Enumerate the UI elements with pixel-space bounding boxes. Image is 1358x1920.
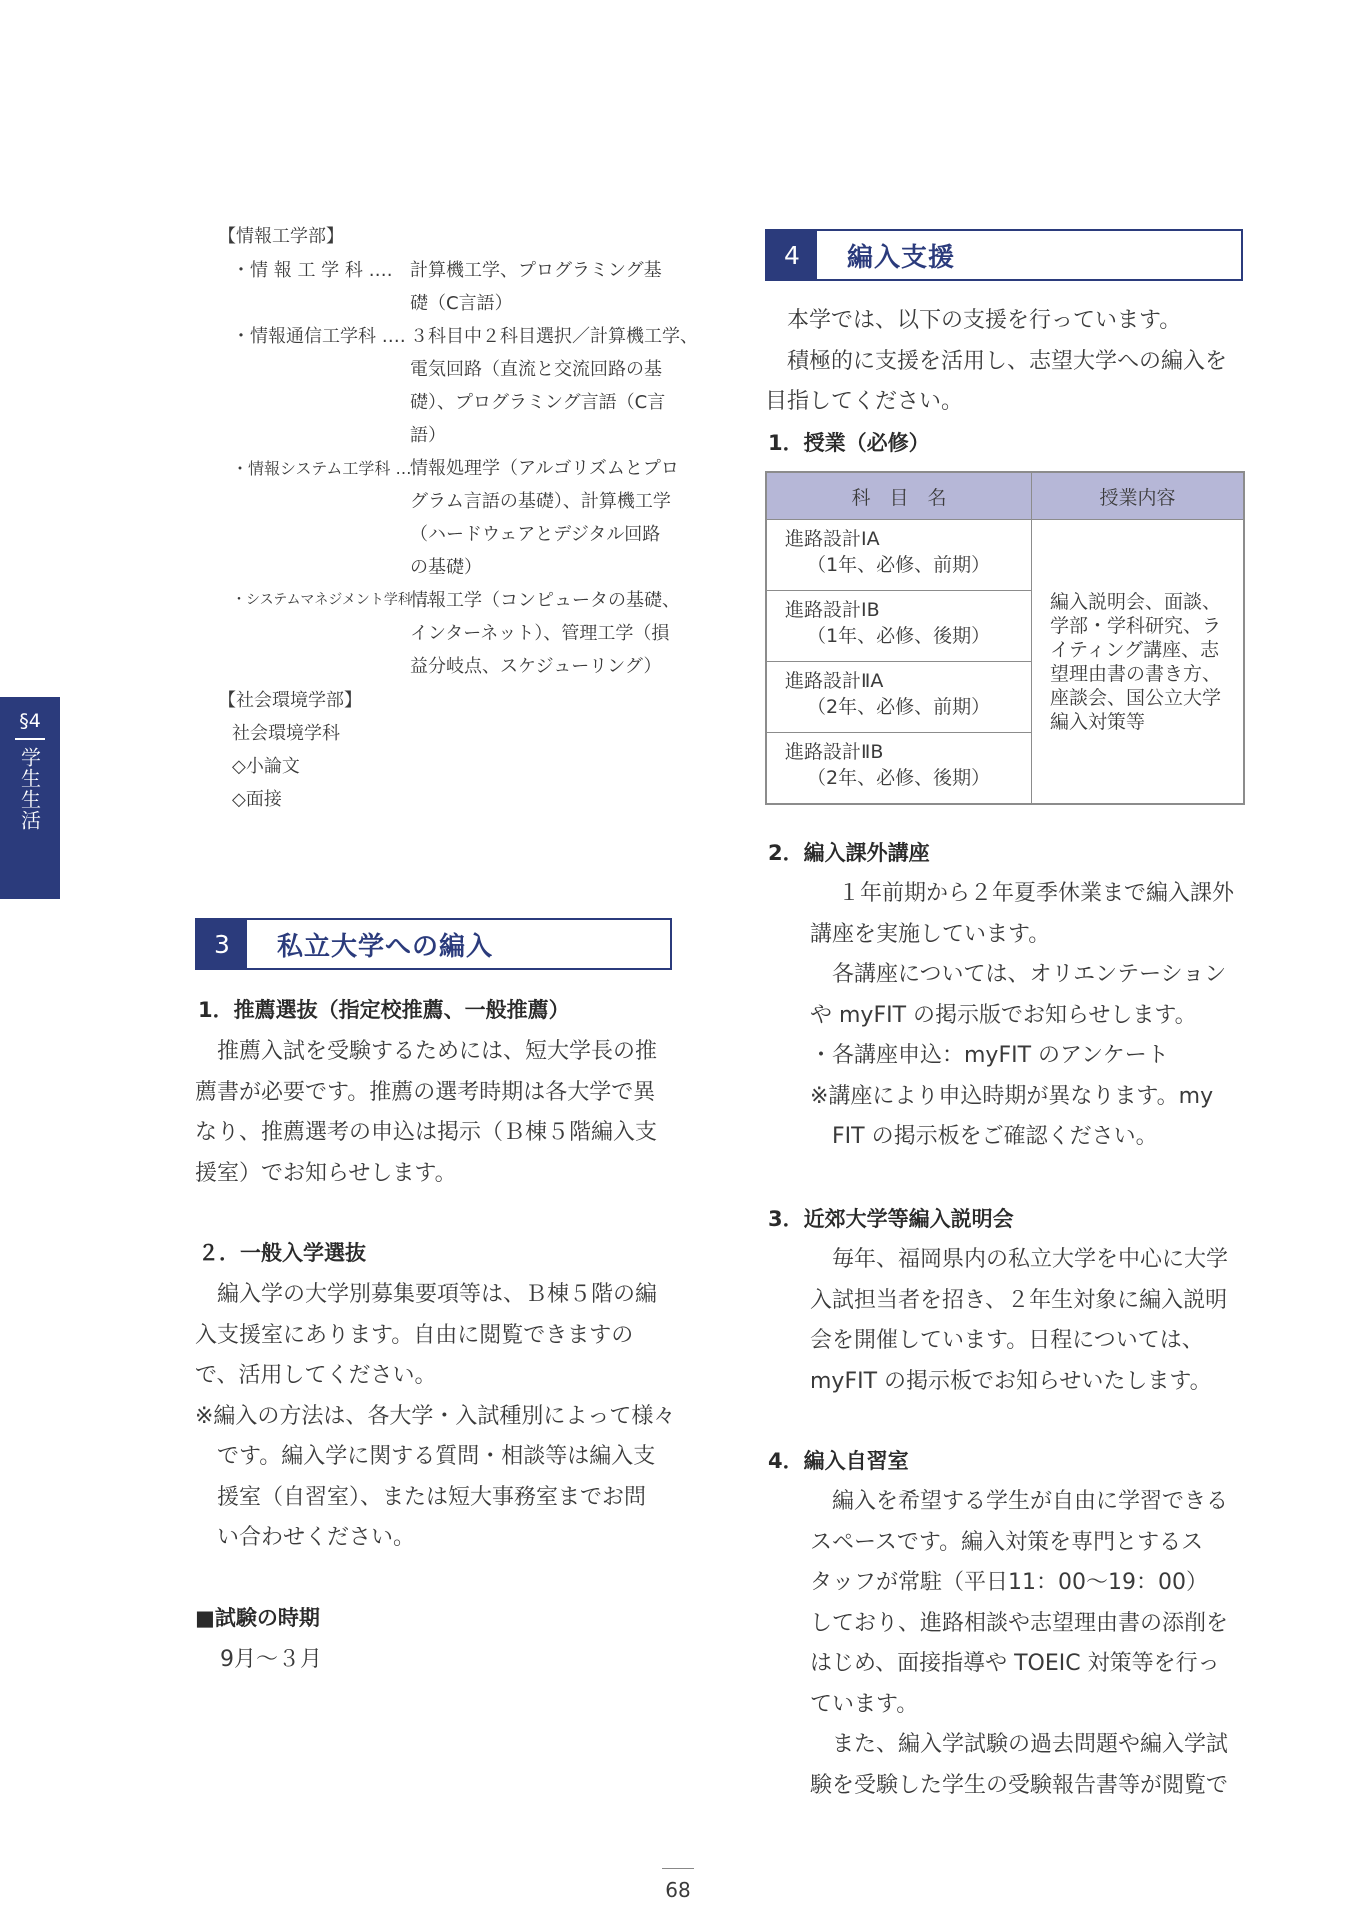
- paragraph: [195, 1275, 675, 1559]
- column-header-course-name: 科 目 名: [766, 472, 1032, 520]
- paragraph-line: で、活用してください。: [195, 1363, 437, 1388]
- paragraph-line: １年前期から２年夏季休業まで編入課外: [838, 881, 1235, 906]
- column-header-content: 授業内容: [1032, 472, 1245, 520]
- subsection-heading: 1．授業（必修）: [768, 431, 930, 455]
- paragraph-line: 薦書が必要です。推薦の選考時期は各大学で異: [195, 1079, 656, 1105]
- note-line: ※講座により申込時期が異なります。my: [810, 1083, 1214, 1109]
- exam-period-value: 9月～３月: [220, 1647, 322, 1672]
- course-name: 進路設計ⅡB: [785, 741, 884, 763]
- content-line: 学部・学科研究、ラ: [1050, 614, 1222, 637]
- paragraph-line: 本学では、以下の支援を行っています。: [787, 308, 1182, 333]
- note-line: FIT の掲示板をご確認ください。: [832, 1124, 1158, 1149]
- content-line: 座談会、国公立大学: [1050, 686, 1222, 709]
- department-social-environment: 社会環境学科: [232, 723, 340, 744]
- paragraph: [195, 1032, 657, 1194]
- content-line: 編入説明会、面談、: [1050, 590, 1222, 613]
- subjects-line: 情報処理学（アルゴリズムとプロ: [410, 458, 679, 479]
- paragraph: [810, 1240, 1228, 1402]
- note-line: です。編入学に関する質問・相談等は編入支: [217, 1444, 656, 1469]
- paragraph-line: なり、推薦選考の申込は掲示（Ｂ棟５階編入支: [195, 1120, 658, 1145]
- section-side-tab: [0, 697, 60, 899]
- exam-item: ◇小論文: [232, 756, 300, 777]
- paragraph-line: 講座を実施しています。: [810, 921, 1051, 947]
- subjects-line: 礎（C言語）: [410, 293, 513, 314]
- faculty-info-engineering: 【情報工学部】: [218, 226, 344, 247]
- course-name: 進路設計ⅠB: [785, 599, 880, 621]
- department-subjects: [410, 584, 680, 683]
- table-header-row: [766, 472, 1244, 520]
- note-line: 援室（自習室）、または短大事務室までお問: [217, 1484, 647, 1510]
- paragraph-line: スペースです。編入対策を専門とするス: [810, 1529, 1204, 1555]
- paragraph: [810, 874, 1234, 1158]
- paragraph-line: 毎年、福岡県内の私立大学を中心に大学: [832, 1247, 1229, 1272]
- department-name: ・システムマネジメント学科 ‥‥: [232, 592, 436, 608]
- bullet-line: ・各講座申込：myFIT のアンケート: [810, 1043, 1169, 1068]
- subsection-heading: 4．編入自習室: [768, 1449, 909, 1473]
- paragraph-line: タッフが常駐（平日11：00～19：00）: [810, 1570, 1208, 1595]
- department-subjects: [410, 320, 698, 452]
- subjects-line: インターネット）、管理工学（損: [410, 623, 670, 644]
- content-line: 望理由書の書き方、: [1050, 662, 1222, 685]
- page-number-rule: [662, 1868, 694, 1869]
- course-content-cell: [1032, 520, 1245, 805]
- faculty-social-environment: 【社会環境学部】: [218, 690, 362, 711]
- paragraph-line: myFIT の掲示板でお知らせいたします。: [810, 1368, 1212, 1394]
- subjects-line: 情報工学（コンピュータの基礎、: [410, 590, 680, 611]
- page-number: 68: [665, 1878, 691, 1902]
- subsection-heading: 1．推薦選抜（指定校推薦、一般推薦）: [198, 998, 570, 1022]
- subjects-line: 礎）、プログラミング言語（C言: [410, 392, 666, 413]
- paragraph-line: 験を受験した学生の受験報告書等が閲覧で: [810, 1772, 1229, 1798]
- course-name: 進路設計ⅠA: [785, 528, 880, 550]
- paragraph-line: 各講座については、オリエンテーション: [832, 962, 1227, 987]
- paragraph-line: はじめ、面接指導や TOEIC 対策等を行っ: [810, 1651, 1220, 1676]
- side-tab-label: 学生生活: [17, 747, 42, 831]
- paragraph-line: 編入を希望する学生が自由に学習できる: [832, 1489, 1229, 1514]
- subjects-line: 計算機工学、プログラミング基: [410, 260, 662, 281]
- paragraph-line: 会を開催しています。日程については、: [810, 1328, 1204, 1353]
- section-title: 編入支援: [847, 242, 956, 273]
- course-cell: [766, 520, 1032, 591]
- paragraph-line: 編入学の大学別募集要項等は、Ｂ棟５階の編: [217, 1282, 658, 1307]
- course-cell: [766, 591, 1032, 662]
- paragraph-line: 積極的に支援を活用し、志望大学への編入を: [787, 348, 1228, 374]
- paragraph-line: 入試担当者を招き、２年生対象に編入説明: [810, 1287, 1228, 1313]
- note-line: い合わせください。: [217, 1525, 416, 1550]
- section-intro: [765, 301, 1227, 423]
- paragraph-line: や myFIT の掲示版でお知らせします。: [810, 1002, 1197, 1028]
- course-term: （1年、必修、後期）: [807, 625, 991, 647]
- subsection-heading: 3．近郊大学等編入説明会: [768, 1207, 1014, 1231]
- subsection-heading: ２．一般入学選抜: [198, 1241, 366, 1265]
- section-3-header: [195, 918, 672, 970]
- side-tab-section: §4: [19, 710, 41, 732]
- subjects-line: の基礎）: [410, 557, 482, 578]
- paragraph-line: また、編入学試験の過去問題や編入学試: [832, 1732, 1229, 1757]
- paragraph-line: 目指してください。: [765, 389, 964, 414]
- course-term: （2年、必修、前期）: [807, 696, 991, 718]
- section-4-header: [765, 229, 1243, 281]
- content-line: イティング講座、志: [1050, 638, 1220, 661]
- department-subjects: [410, 452, 680, 584]
- section-number: 4: [767, 231, 817, 279]
- subjects-line: グラム言語の基礎）、計算機工学: [410, 491, 671, 512]
- side-tab-divider: [15, 738, 45, 740]
- exam-period-heading: ■試験の時期: [195, 1606, 320, 1630]
- paragraph-line: 援室）でお知らせします。: [195, 1160, 457, 1186]
- table-row: [766, 520, 1244, 591]
- exam-item: ◇面接: [232, 789, 282, 810]
- paragraph-line: 推薦入試を受験するためには、短大学長の推: [217, 1039, 658, 1064]
- paragraph-line: ています。: [810, 1691, 919, 1717]
- department-name: ・情 報 工 学 科 ‥‥: [232, 260, 393, 281]
- course-name: 進路設計ⅡA: [785, 670, 884, 692]
- subjects-line: （ハードウェアとデジタル回路: [410, 524, 661, 545]
- section-title: 私立大学への編入: [277, 931, 494, 962]
- paragraph: [810, 1482, 1228, 1806]
- department-name: ・情報通信工学科 ‥‥: [232, 326, 406, 347]
- course-cell: [766, 662, 1032, 733]
- department-name: ・情報システム工学科 ‥‥: [232, 459, 417, 478]
- subjects-line: 語）: [410, 425, 446, 446]
- department-subjects: [410, 254, 680, 320]
- content-line: 編入対策等: [1050, 710, 1146, 733]
- course-cell: [766, 733, 1032, 805]
- subsection-heading: 2．編入課外講座: [768, 841, 930, 865]
- subjects-line: 電気回路（直流と交流回路の基: [410, 359, 662, 380]
- course-term: （1年、必修、前期）: [807, 554, 991, 576]
- paragraph-line: しており、進路相談や志望理由書の添削を: [810, 1610, 1229, 1636]
- subjects-line: 益分岐点、スケジューリング）: [410, 656, 662, 677]
- section-number: 3: [197, 920, 247, 968]
- subjects-line: ３科目中２科目選択／計算機工学、: [410, 326, 698, 347]
- paragraph-line: 入支援室にあります。自由に閲覧できますの: [195, 1322, 634, 1348]
- note-line: ※編入の方法は、各大学・入試種別によって様々: [195, 1403, 676, 1429]
- course-term: （2年、必修、後期）: [807, 767, 991, 789]
- department-list: [232, 254, 698, 677]
- course-table: [765, 471, 1245, 805]
